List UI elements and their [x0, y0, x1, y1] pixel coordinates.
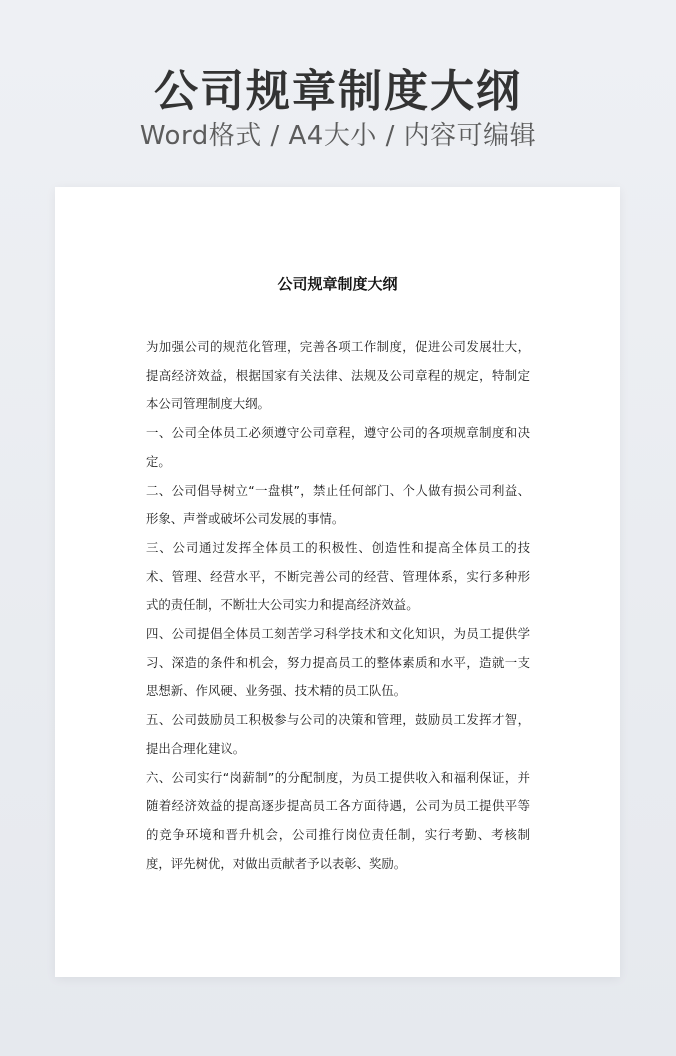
document-paragraph-2: 二、公司倡导树立“一盘棋”，禁止任何部门、个人做有损公司利益、形象、声誉或破坏公司发展的事情。	[146, 482, 530, 527]
document-paragraph-4: 四、公司提倡全体员工刻苦学习科学技术和文化知识，为员工提供学习、深造的条件和机会，努力提高员工的整体素质和水平，造就一支思想新、作风硬、业务强、技术精的员工队伍。	[146, 626, 530, 699]
page-subtitle: Word格式 / A4大小 / 内容可编辑	[139, 121, 537, 151]
document-paragraph-5: 五、公司鼓励员工积极参与公司的决策和管理，鼓励员工发挥才智，提出合理化建议。	[146, 712, 530, 756]
document-paragraph-intro: 为加强公司的规范化管理，完善各项工作制度，促进公司发展壮大，提高经济效益，根据国家有关法律、法规及公司章程的规定，特制定本公司管理制度大纲。	[146, 339, 530, 412]
page-title: 公司规章制度大纲	[154, 66, 522, 117]
document-title: 公司规章制度大纲	[277, 275, 398, 293]
document-paragraph-6: 六、公司实行“岗薪制”的分配制度，为员工提供收入和福利保证，并随着经济效益的提高逐步提高员工各方面待遇，公司为员工提供平等的竞争环境和晋升机会，公司推行岗位责任制，实行考勤、考核制度，评先树优，对做出贡献者予以表彰、奖励。	[146, 769, 530, 871]
document-paragraph-1: 一、公司全体员工必须遵守公司章程，遵守公司的各项规章制度和决定。	[146, 425, 530, 469]
document-page	[55, 187, 620, 977]
document-paragraph-3: 三、公司通过发挥全体员工的积极性、创造性和提高全体员工的技术、管理、经营水平，不断完善公司的经营、管理体系，实行多种形式的责任制，不断壮大公司实力和提高经济效益。	[146, 539, 530, 613]
document-body	[146, 333, 530, 878]
